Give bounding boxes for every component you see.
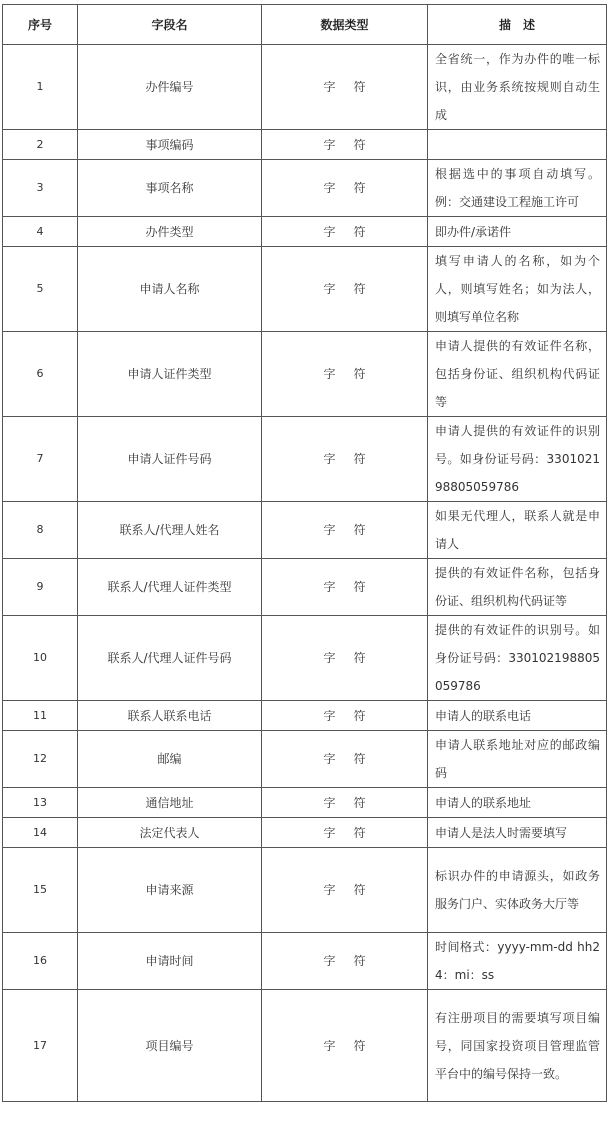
cell-description: 申请人提供的有效证件名称，包括身份证、组织机构代码证等 (428, 332, 607, 417)
cell-data-type: 字符 (262, 701, 428, 731)
cell-index: 9 (3, 559, 78, 616)
cell-index: 12 (3, 731, 78, 788)
cell-data-type: 字符 (262, 130, 428, 160)
cell-data-type: 字符 (262, 731, 428, 788)
cell-data-type: 字符 (262, 559, 428, 616)
cell-description: 提供的有效证件的识别号。如身份证号码：330102198805059786 (428, 616, 607, 701)
header-data-type: 数据类型 (262, 5, 428, 45)
table-body (3, 45, 607, 1102)
cell-data-type: 字符 (262, 616, 428, 701)
table-row (3, 417, 607, 502)
cell-description: 申请人的联系电话 (428, 701, 607, 731)
cell-field-name: 联系人/代理人证件号码 (78, 616, 262, 701)
table-row (3, 217, 607, 247)
cell-data-type: 字符 (262, 160, 428, 217)
table-row (3, 933, 607, 990)
cell-index: 3 (3, 160, 78, 217)
cell-index: 10 (3, 616, 78, 701)
cell-field-name: 通信地址 (78, 788, 262, 818)
table-row (3, 701, 607, 731)
cell-description: 标识办件的申请源头，如政务服务门户、实体政务大厅等 (428, 848, 607, 933)
cell-field-name: 申请人证件号码 (78, 417, 262, 502)
cell-field-name: 法定代表人 (78, 818, 262, 848)
table-row (3, 559, 607, 616)
header-index: 序号 (3, 5, 78, 45)
cell-description: 填写申请人的名称，如为个人，则填写姓名；如为法人，则填写单位名称 (428, 247, 607, 332)
table-row (3, 731, 607, 788)
cell-description: 申请人是法人时需要填写 (428, 818, 607, 848)
cell-field-name: 事项名称 (78, 160, 262, 217)
cell-data-type: 字符 (262, 990, 428, 1102)
cell-field-name: 办件编号 (78, 45, 262, 130)
cell-description: 提供的有效证件名称，包括身份证、组织机构代码证等 (428, 559, 607, 616)
cell-field-name: 联系人联系电话 (78, 701, 262, 731)
header-description: 描 述 (428, 5, 607, 45)
cell-index: 14 (3, 818, 78, 848)
cell-data-type: 字符 (262, 788, 428, 818)
cell-field-name: 申请人名称 (78, 247, 262, 332)
cell-data-type: 字符 (262, 45, 428, 130)
cell-description: 如果无代理人，联系人就是申请人 (428, 502, 607, 559)
cell-index: 8 (3, 502, 78, 559)
table-row (3, 247, 607, 332)
cell-data-type: 字符 (262, 933, 428, 990)
cell-field-name: 项目编号 (78, 990, 262, 1102)
cell-index: 6 (3, 332, 78, 417)
cell-index: 17 (3, 990, 78, 1102)
cell-data-type: 字符 (262, 417, 428, 502)
cell-data-type: 字符 (262, 848, 428, 933)
cell-field-name: 联系人/代理人证件类型 (78, 559, 262, 616)
cell-index: 5 (3, 247, 78, 332)
cell-index: 13 (3, 788, 78, 818)
cell-index: 4 (3, 217, 78, 247)
cell-field-name: 办件类型 (78, 217, 262, 247)
cell-field-name: 申请时间 (78, 933, 262, 990)
cell-data-type: 字符 (262, 332, 428, 417)
cell-description: 即办件/承诺件 (428, 217, 607, 247)
cell-description: 申请人联系地址对应的邮政编码 (428, 731, 607, 788)
header-row (3, 5, 607, 45)
cell-description: 时间格式：yyyy-mm-dd hh24：mi：ss (428, 933, 607, 990)
cell-description (428, 130, 607, 160)
table-row (3, 616, 607, 701)
header-field-name: 字段名 (78, 5, 262, 45)
table-row (3, 332, 607, 417)
cell-description: 全省统一，作为办件的唯一标识，由业务系统按规则自动生成 (428, 45, 607, 130)
cell-description: 有注册项目的需要填写项目编号，同国家投资项目管理监管平台中的编号保持一致。 (428, 990, 607, 1102)
cell-data-type: 字符 (262, 818, 428, 848)
table-row (3, 45, 607, 130)
cell-field-name: 邮编 (78, 731, 262, 788)
cell-field-name: 联系人/代理人姓名 (78, 502, 262, 559)
cell-index: 16 (3, 933, 78, 990)
cell-index: 2 (3, 130, 78, 160)
table-row (3, 130, 607, 160)
cell-description: 根据选中的事项自动填写。例：交通建设工程施工许可 (428, 160, 607, 217)
cell-field-name: 事项编码 (78, 130, 262, 160)
table-row (3, 848, 607, 933)
cell-data-type: 字符 (262, 217, 428, 247)
cell-index: 15 (3, 848, 78, 933)
cell-field-name: 申请来源 (78, 848, 262, 933)
table-row (3, 788, 607, 818)
table-header (3, 5, 607, 45)
table-row (3, 818, 607, 848)
cell-description: 申请人的联系地址 (428, 788, 607, 818)
cell-index: 11 (3, 701, 78, 731)
cell-index: 7 (3, 417, 78, 502)
cell-index: 1 (3, 45, 78, 130)
field-definition-table (2, 4, 607, 1102)
table-row (3, 160, 607, 217)
cell-data-type: 字符 (262, 247, 428, 332)
table-row (3, 502, 607, 559)
cell-description: 申请人提供的有效证件的识别号。如身份证号码：330102198805059786 (428, 417, 607, 502)
table-row (3, 990, 607, 1102)
cell-data-type: 字符 (262, 502, 428, 559)
cell-field-name: 申请人证件类型 (78, 332, 262, 417)
